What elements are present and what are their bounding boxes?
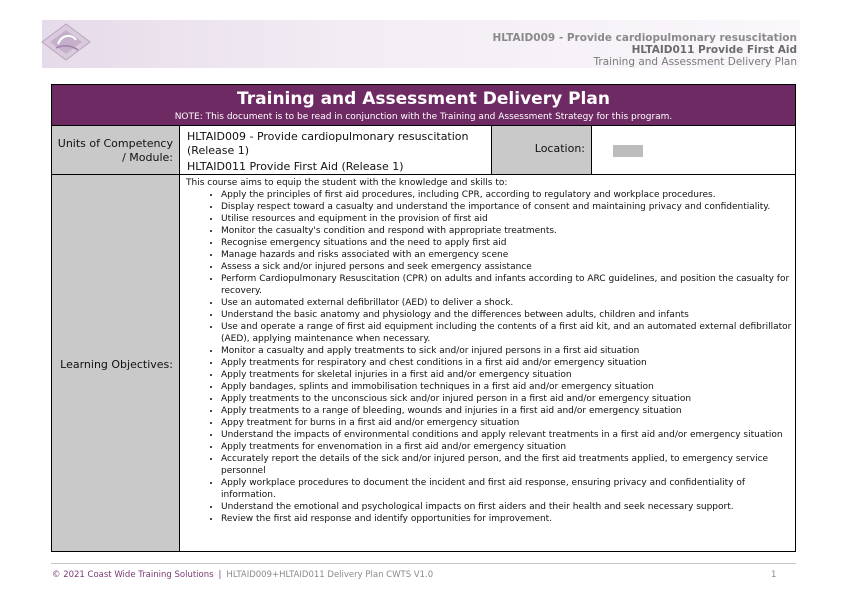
page-title: Training and Assessment Delivery Plan [237,89,610,109]
footer-separator: | [218,570,222,580]
learning-objectives-label: Learning Objectives: [52,175,180,551]
learning-objective-item: • Understand the emotional and psychological impacts on first aiders and their health and seek necessary support. [221,501,795,513]
footer [52,570,433,580]
header-unit-1: HLTAID009 - Provide cardiopulmonary resuscitation [492,32,797,44]
learning-objective-item: • Apply treatments to a range of bleeding, wounds and injuries in a first aid and/or emergency situation [221,405,795,417]
learning-objective-item: • Review the first aid response and identify opportunities for improvement. [221,513,795,525]
learning-objective-item: • Use an automated external defibrillator (AED) to deliver a shock. [221,297,795,309]
learning-objective-item: • Accurately report the details of the sick and/or injured person, and the first aid treatments applied, to emergency service personnel [221,453,795,477]
units-row [52,125,795,175]
units-value [180,126,491,174]
page-number: 1 [771,570,777,580]
unit-item: HLTAID009 - Provide cardiopulmonary resuscitation (Release 1) [187,130,469,157]
learning-objectives-content [180,177,795,525]
learning-objective-item: • Apply treatments to the unconscious sick and/or injured person in a first aid and/or emergency situation [221,393,795,405]
footer-divider [51,563,796,564]
learning-objective-item: • Apply the principles of first aid procedures, including CPR, according to regulatory and workplace procedures. [221,189,795,201]
learning-objective-item: • Utilise resources and equipment in the provision of first aid [221,213,795,225]
company-logo-icon [40,22,92,62]
unit-item: HLTAID011 Provide First Aid (Release 1) [187,160,404,173]
learning-objective-item: • Understand the basic anatomy and physiology and the differences between adults, children and infants [221,309,795,321]
learning-objective-item: • Use and operate a range of first aid equipment including the contents of a first aid kit, and an automated external defibrillator (AED), applying maintenance when necessary. [221,321,795,345]
document-note: NOTE: This document is to be read in conjunction with the Training and Assessment Strategy for this program. [174,112,673,122]
learning-objective-item: • Monitor the casualty's condition and respond with appropriate treatments. [221,225,795,237]
learning-objective-item: • Apply treatments for skeletal injuries in a first aid and/or emergency situation [221,369,795,381]
learning-objective-item: • Recognise emergency situations and the need to apply first aid [221,237,795,249]
learning-objective-item: • Monitor a casualty and apply treatments to sick and/or injured persons in a first aid situation [221,345,795,357]
header-text [492,32,797,68]
learning-objective-item: • Apply bandages, splints and immobilisation techniques in a first aid and/or emergency situation [221,381,795,393]
learning-objectives-row [52,175,795,551]
learning-objective-item: • Appy treatment for burns in a first aid and/or emergency situation [221,417,795,429]
units-label: Units of Competency / Module: [52,126,180,174]
learning-objectives-intro: This course aims to equip the student with the knowledge and skills to: [186,178,508,188]
header-doc-title: Training and Assessment Delivery Plan [593,56,797,68]
learning-objective-item: • Manage hazards and risks associated with an emergency scene [221,249,795,261]
learning-objective-item: • Understand the impacts of environmental conditions and apply relevant treatments in a first aid and/or emergency situation [221,429,795,441]
learning-objective-item: • Assess a sick and/or injured persons and seek emergency assistance [221,261,795,273]
learning-objective-item: • Apply workplace procedures to document the incident and first aid response, ensuring privacy and confidentiality of information. [221,477,795,501]
location-value [613,145,643,157]
location-label: Location: [491,126,592,174]
footer-copyright: © 2021 Coast Wide Training Solutions [52,570,214,580]
title-bar [52,85,795,125]
learning-objectives-list [180,189,795,525]
learning-objective-item: • Perform Cardiopulmonary Resuscitation (CPR) on adults and infants according to ARC guidelines, and position the casualty for recovery. [221,273,795,297]
header-unit-2: HLTAID011 Provide First Aid [631,44,797,56]
footer-doc-ref: HLTAID009+HLTAID011 Delivery Plan CWTS V1.0 [226,570,434,580]
delivery-plan-table [51,84,796,552]
learning-objective-item: • Display respect toward a casualty and understand the importance of consent and maintaining privacy and confidentiality. [221,201,795,213]
learning-objective-item: • Apply treatments for envenomation in a first aid and/or emergency situation [221,441,795,453]
learning-objective-item: • Apply treatments for respiratory and chest conditions in a first aid and/or emergency situation [221,357,795,369]
